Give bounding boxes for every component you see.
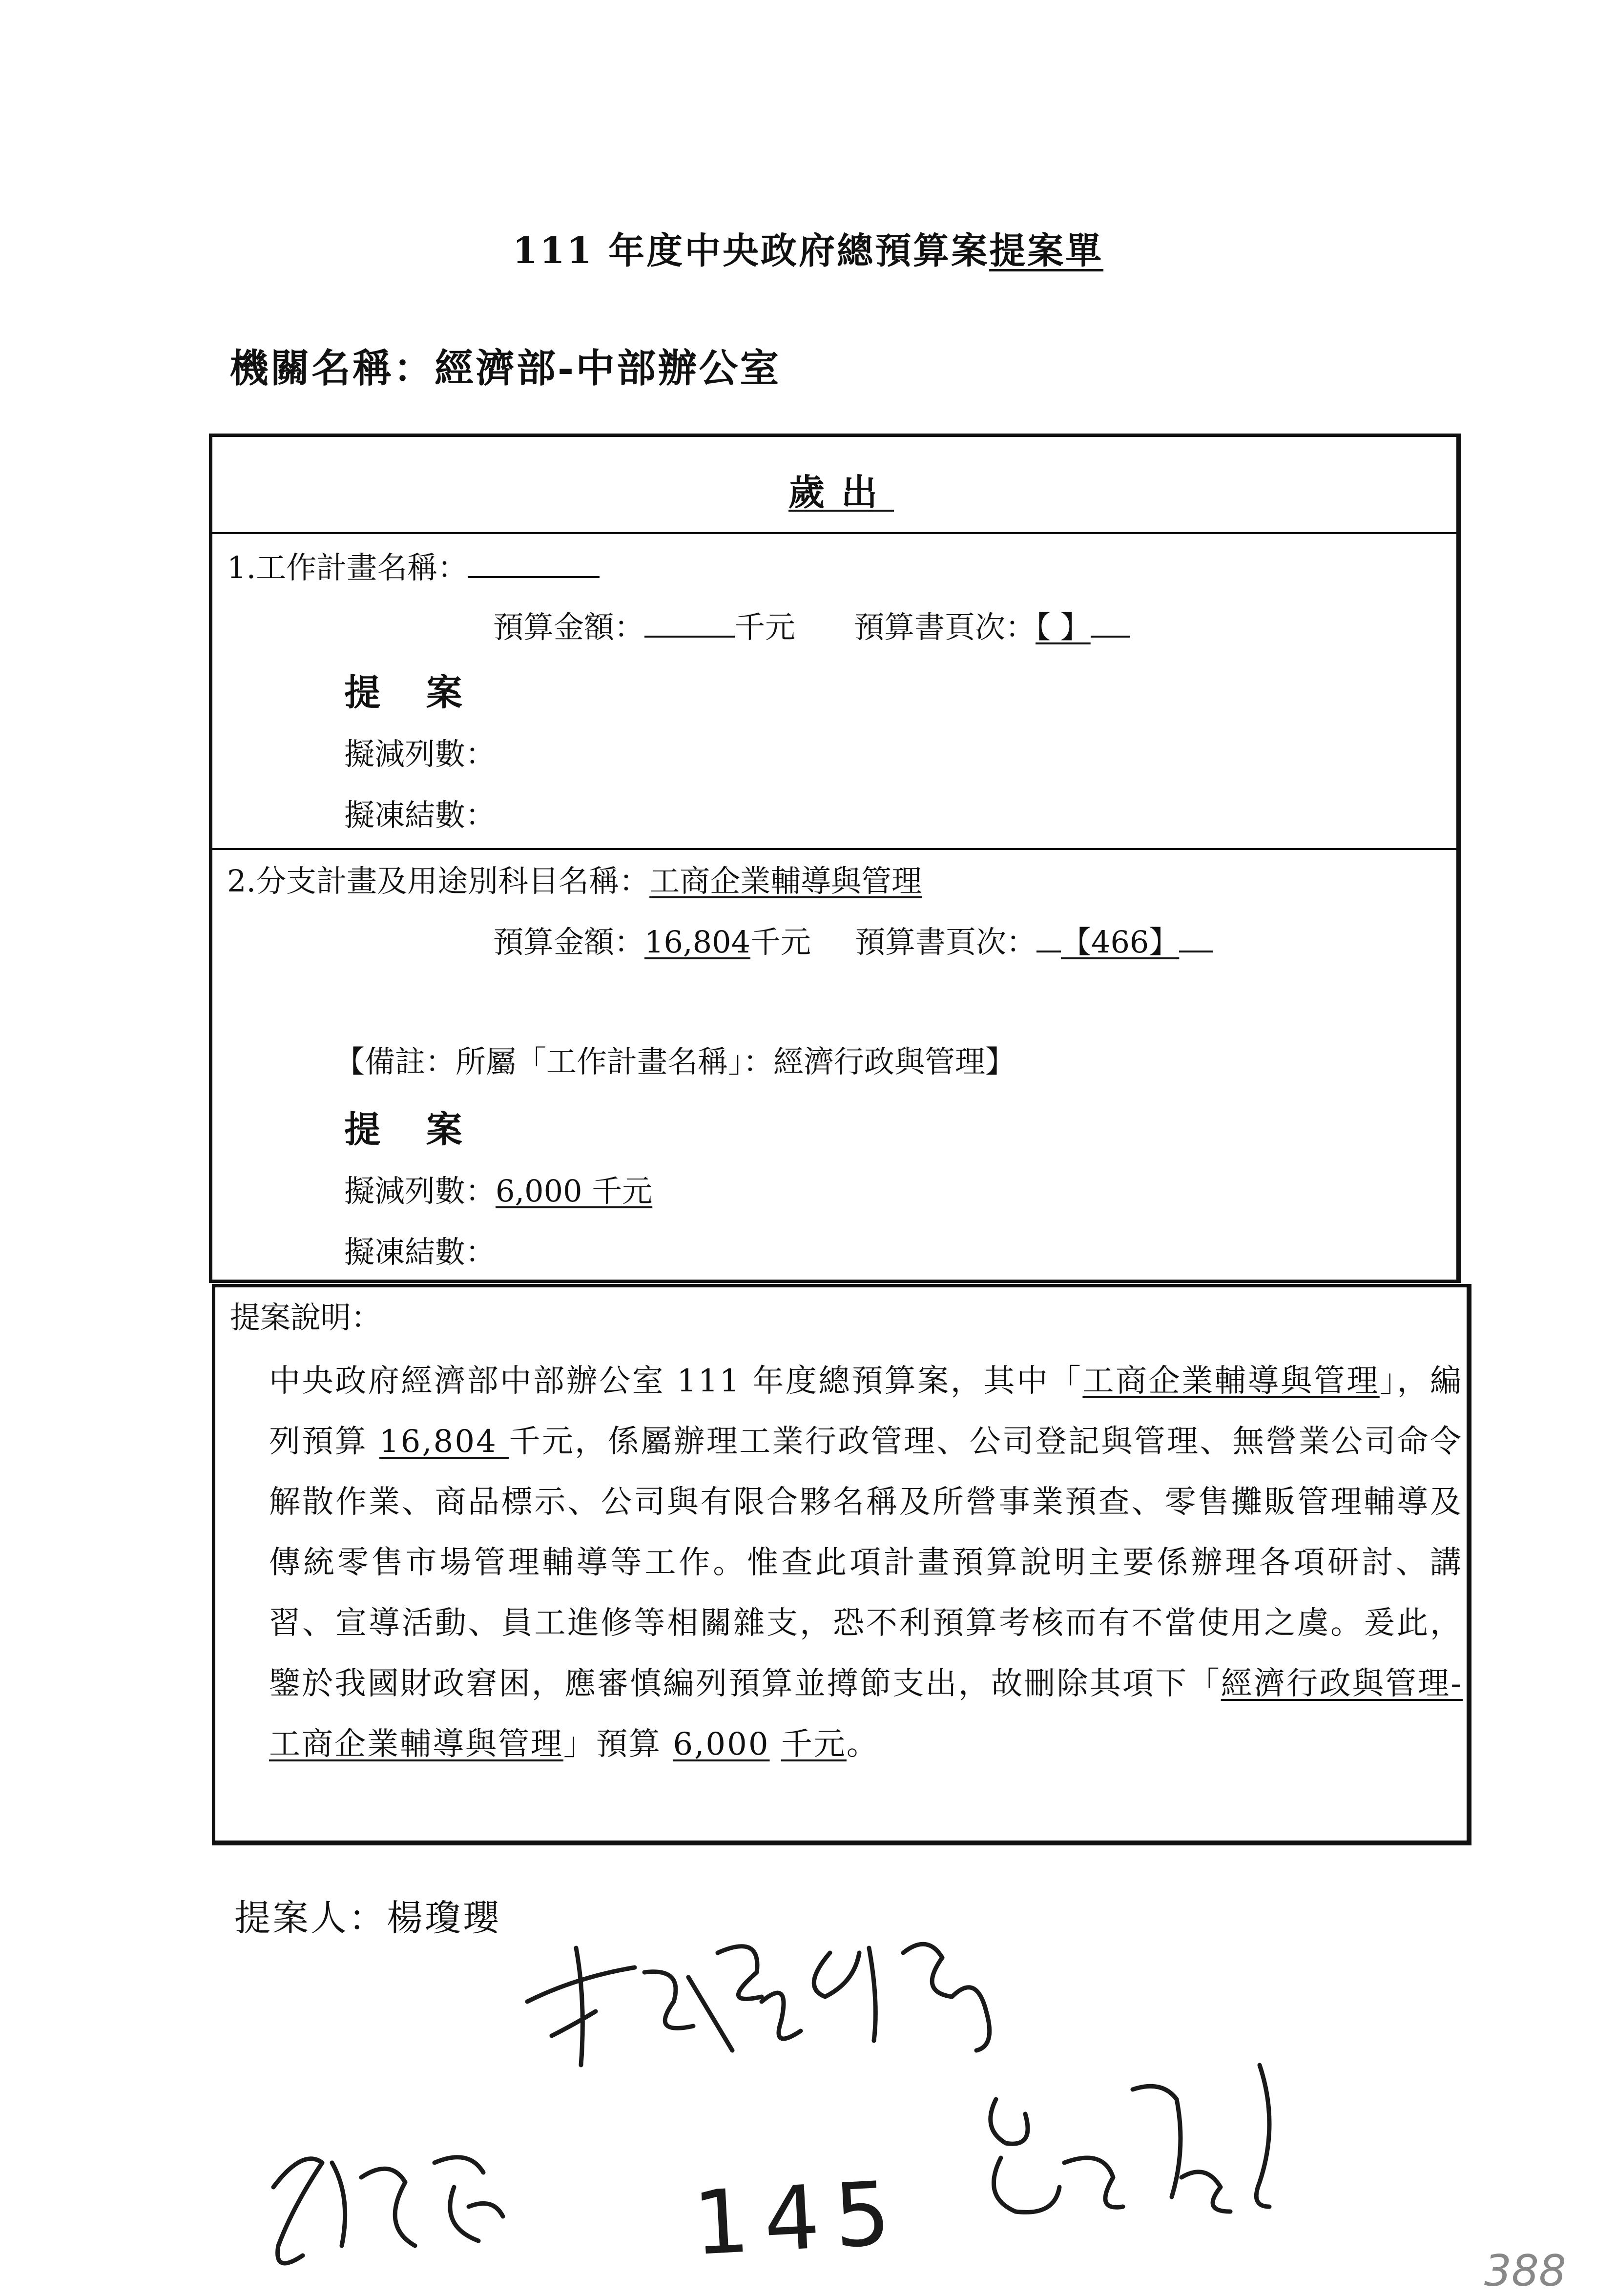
- item2-budget: 預算金額：16,804千元 預算書頁次： 【466】: [493, 918, 1213, 961]
- signature-2: [273, 2157, 503, 2263]
- item2-reduce-value: 6,000 千元: [496, 1173, 653, 1209]
- proposer-name: 楊瓊瓔: [387, 1897, 501, 1939]
- item1-label: 1.工作計畫名稱：: [227, 543, 600, 587]
- item1-reduce-label: 擬減列數：: [344, 736, 496, 772]
- page-title: 111 年度中央政府總預算案提案單: [512, 230, 1104, 272]
- item2-page-value: 【466】: [1061, 924, 1180, 960]
- explanation-label: 提案說明：: [230, 1300, 382, 1335]
- explanation-text: 中央政府經濟部中部辦公室 111 年度總預算案，其中「工商企業輔導與管理」，編列預算 16,804 千元，係屬辦理工業行政管理、公司登記與管理、無營業公司命令解散作業、商品標示、公司與有限合夥名稱及所營事業預查、零售攤販管理輔導及傳統零售市場管理輔導等工作。惟查此項計畫預算說明主要係辦理各項研討、講習、宣導活動、員工進修等相關雜支，恐不利預算考核而有不當使用之虞。爰此，鑒於我國財政窘困，應審慎編列預算並撙節支出，故刪除其項下「經濟行政與管理-工商企業輔導與管理」預算 6,000 千元。: [269, 1363, 1463, 1762]
- item2-note: 【備註：所屬「工作計畫名稱」：經濟行政與管理】: [334, 1044, 1016, 1079]
- item2-label: 2.分支計畫及用途別科目名稱：工商企業輔導與管理: [227, 863, 922, 899]
- item1-freeze-label: 擬凍結數：: [344, 797, 496, 833]
- item1-proposal-heading: 提 案: [344, 672, 479, 714]
- agency-name: 經濟部-中部辦公室: [435, 345, 781, 391]
- agency-label: 機關名稱：: [229, 345, 435, 391]
- handwritten-number: 145: [690, 2162, 908, 2275]
- section-header: 歲出: [788, 472, 894, 514]
- proposer-label: 提案人：: [234, 1897, 387, 1939]
- page-number: 388: [1484, 2246, 1566, 2296]
- item2-proposal-heading: 提 案: [344, 1109, 479, 1151]
- item2-budget-amount: 16,804: [644, 924, 750, 960]
- item1-budget: 預算金額： 千元 預算書頁次：【 】: [493, 603, 1130, 646]
- item2-name: 工商企業輔導與管理: [649, 863, 922, 899]
- item2-freeze-label: 擬凍結數：: [344, 1234, 496, 1270]
- signature-3: [991, 2065, 1269, 2212]
- item2-reduce: 擬減列數：6,000 千元: [344, 1173, 653, 1209]
- signature-1: [527, 1944, 990, 2065]
